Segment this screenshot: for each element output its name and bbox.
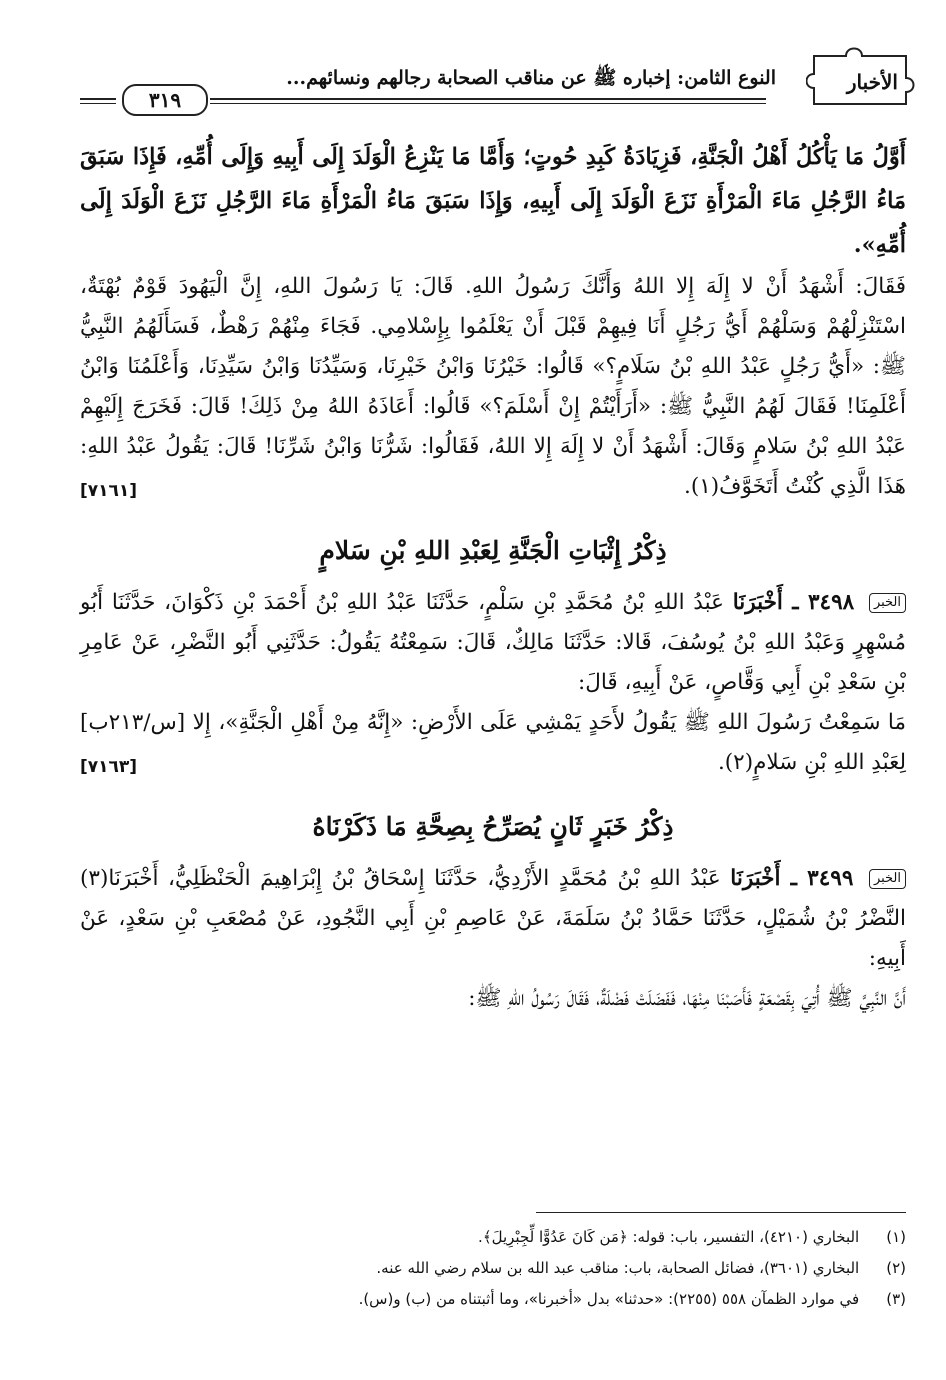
page-number: ٣١٩ (122, 84, 208, 116)
paragraph (80, 267, 906, 507)
paragraph-text: فَقَالَ: أَشْهَدُ أَنْ لا إِلَهَ إِلا اللهُ وَأَنَّكَ رَسُولُ اللهِ. قَالَ: يَا رَسُولَ اللهِ، إِنَّ الْيَهُودَ قَوْمٌ بُهْتَةٌ، اسْتَنْزِلْهُمْ وَسَلْهُمْ أَيُّ رَجُلٍ أَنَا فِيهِمْ قَبْلَ أَنْ يَعْلَمُوا بِإِسْلامِي. فَجَاءَ مِنْهُمْ رَهْطٌ، فَسَأَلَهُمُ النَّبِيُّ ﷺ: «أَيُّ رَجُلٍ عَبْدُ اللهِ بْنُ سَلَامٍ؟» قَالُوا: خَيْرُنَا وَابْنُ خَيْرِنَا، وَسَيِّدُنَا وَابْنُ سَيِّدِنَا، وَأَعْلَمُنَا وَابْنُ أَعْلَمِنَا! فَقَالَ لَهُمُ النَّبِيُّ ﷺ: «أَرَأَيْتُمْ إِنْ أَسْلَمَ؟» قَالُوا: أَعَاذَهُ اللهُ مِنْ ذَلِكَ! قَالَ: فَخَرَجَ إِلَيْهِمْ عَبْدُ اللهِ بْنُ سَلامٍ وَقَالَ: أَشْهَدُ أَنْ لا إِلَهَ إِلا اللهُ، فَقَالُوا: شَرُّنَا وَابْنُ شَرِّنَا! قَالَ: يَقُولُ عَبْدُ اللهِ: هَذَا الَّذِي كُنْتُ أَتَخَوَّفُ(١). (80, 274, 906, 499)
running-title: النوع الثامن: إخباره ﷺ عن مناقب الصحابة رجالهم ونسائهم... (286, 67, 776, 89)
footnote (80, 1253, 906, 1284)
header-rule-left (80, 98, 116, 104)
footnote-text: في موارد الظمآن ٥٥٨ (٢٢٥٥): «حدثنا» بدل «أخبرنا»، وما أثبتناه من (ب) و(س). (358, 1290, 860, 1308)
main-text (80, 135, 906, 1019)
hadith-reference-number: [٧١٦١] (80, 481, 138, 501)
khabar-badge-icon: الخبر (869, 869, 906, 889)
isnad-text: عَبْدُ اللهِ بْنُ مُحَمَّدِ بْنِ سَلْمٍ، حَدَّثَنَا عَبْدُ اللهِ بْنُ أَحْمَدَ بْنِ ذَكْوَانَ، حَدَّثَنَا أَبُو مُسْهِرٍ وَعَبْدُ اللهِ بْنُ يُوسُفَ، قَالا: حَدَّثَنَا مَالِكٌ، قَالَ: سَمِعْتُهُ يَقُولُ: حَدَّثَنِي أَبُو النَّضْرِ، عَنْ عَامِرِ بْنِ سَعْدِ بْنِ أَبِي وَقَّاصٍ، عَنْ أَبِيهِ، قَالَ: (80, 590, 906, 695)
footnote-number: (١) (886, 1228, 906, 1246)
isnad-text: عَبْدُ اللهِ بْنُ مُحَمَّدٍ الأَزْدِيُّ، حَدَّثَنَا إِسْحَاقُ بْنُ إِبْرَاهِيمَ الْحَنْظَلِيُّ، أَخْبَرَنَا(٣) النَّضْرُ بْنُ شُمَيْلٍ، حَدَّثَنَا حَمَّادُ بْنُ سَلَمَةَ، عَنْ عَاصِمِ بْنِ أَبِي النَّجُودِ، عَنْ مُصْعَبِ بْنِ سَعْدٍ، عَنْ أَبِيهِ: (80, 866, 906, 971)
hadith-number: ٣٤٩٨ ـ أَخْبَرَنَا (732, 590, 855, 615)
footnote-text: البخاري (٤٢١٠)، التفسير، باب: قوله: ﴿مَن كَانَ عَدُوًّا لِّجِبْرِيلَ﴾. (478, 1228, 860, 1246)
hadith-number: ٣٤٩٩ ـ أَخْبَرَنَا (730, 866, 854, 891)
hadith-matn: أَنَّ النَّبِيَّ ﷺ أُتِيَ بِقَصْعَةٍ فَأَصَبْنَا مِنْهَا، فَفَضَلَتْ فَضْلَةٌ، فَقَالَ رَسُولُ اللهِ ﷺ: (468, 986, 906, 1011)
footnote-number: (٣) (886, 1290, 906, 1308)
footnote-number: (٢) (886, 1259, 906, 1277)
header-rule (210, 98, 766, 104)
footnote (80, 1222, 906, 1253)
hadith-matn (80, 703, 906, 783)
footnote (80, 1284, 906, 1315)
section-heading: ذِكْرُ إِثْبَاتِ الْجَنَّةِ لِعَبْدِ اللهِ بْنِ سَلامٍ (319, 536, 667, 565)
matn-text: مَا سَمِعْتُ رَسُولَ اللهِ ﷺ يَقُولُ لأَحَدٍ يَمْشِي عَلَى الأَرْضِ: «إِنَّهُ مِنْ أَهْلِ الْجَنَّةِ»، إِلا [س/٢١٣ب] لِعَبْدِ اللهِ بْنِ سَلامٍ(٢). (80, 710, 906, 775)
hadith-isnad (80, 583, 906, 703)
footnotes (80, 1222, 906, 1315)
section-heading: ذِكْرُ خَبَرٍ ثَانٍ يُصَرِّحُ بِصِحَّةِ مَا ذَكَرْنَاهُ (312, 812, 674, 841)
khabar-badge-icon: الخبر (869, 593, 906, 613)
hadith-reference-number: [٧١٦٣] (80, 757, 138, 777)
book-badge-label: الأخبار (846, 70, 898, 94)
paragraph: أَوَّلُ مَا يَأْكُلُ أَهْلُ الْجَنَّةِ، فَزِيَادَةُ كَبِدِ حُوتٍ؛ وَأَمَّا مَا يَنْزِعُ الْوَلَدَ إِلَى أَبِيهِ وَإِلَى أُمِّهِ، فَإِذَا سَبَقَ مَاءُ الرَّجُلِ مَاءَ الْمَرْأَةِ نَزَعَ الْوَلَدَ إِلَى أَبِيهِ، وَإِذَا سَبَقَ مَاءُ الْمَرْأَةِ مَاءَ الرَّجُلِ نَزَعَ الْوَلَدَ إِلَى أُمِّهِ». (80, 144, 906, 258)
footnote-rule (536, 1212, 906, 1213)
hadith-isnad (80, 859, 906, 979)
running-header (80, 42, 916, 112)
footnote-text: البخاري (٣٦٠١)، فضائل الصحابة، باب: مناقب عبد الله بن سلام رضي الله عنه. (376, 1259, 860, 1277)
